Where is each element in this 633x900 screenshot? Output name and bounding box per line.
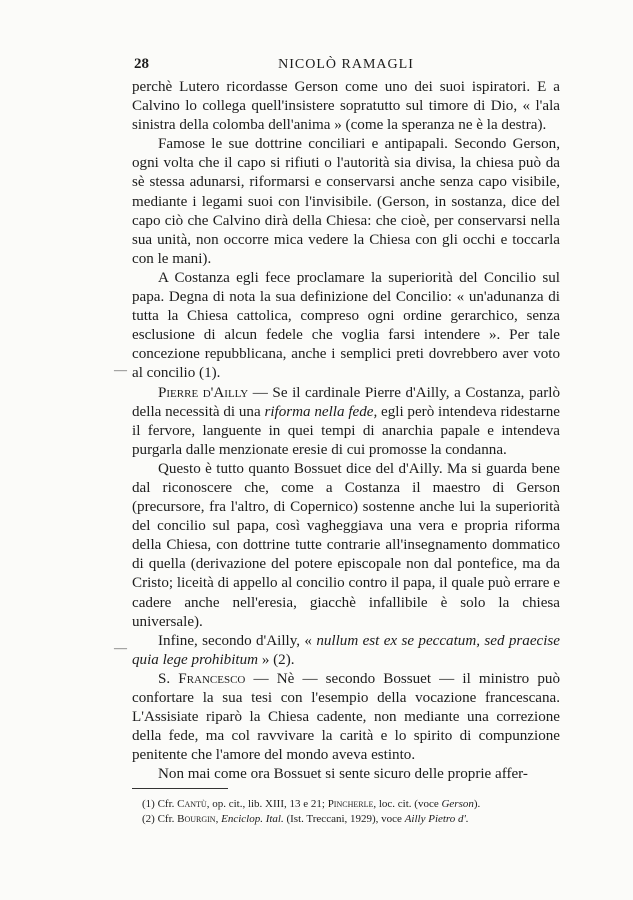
paragraph-7 [132, 670, 560, 765]
footnote-2-c: (Ist. Treccani, 1929), voce [283, 813, 405, 826]
margin-mark: — [114, 640, 127, 655]
section-heading-francesco: S. Francesco [158, 670, 246, 687]
footnote-2-italic-1: Enciclop. Ital. [221, 813, 284, 826]
paragraph-4-text-b: egli però intendeva ridestarne il fervore, languente in quei tempi di anarchia papale e intendeva purgarla dalle menzionate eresie di cui promosse la condanna. [132, 403, 560, 458]
body-text [132, 78, 560, 784]
footnotes [132, 797, 560, 827]
margin-mark: — [114, 362, 127, 377]
footnote-2-italic-2: Ailly Pietro d'. [404, 813, 469, 826]
page-header [132, 52, 560, 78]
footnote-1-b: , op. cit., lib. XIII, 13 e 21; [206, 798, 328, 811]
paragraph-6-text-a: Infine, secondo d'Ailly, « [158, 632, 317, 649]
paragraph-2: Famose le sue dottrine conciliari e antipapali. Secondo Gerson, ogni volta che il capo si rifiuti o l'autorità sia divisa, la chiesa può da sè stessa adunarsi, riformarsi e conservarsi anche senza capo visibile, mediante i legami suoi con l'invisibile. (Gerson, in sostanza, dice del capo ciò che Calvino dirà della Chiesa: che cioè, per conservarsi nella sua unità, non occorre mica vedere la Chiesa con gli occhi e toccarla con le mani). [132, 136, 560, 267]
footnote-1-a: (1) Cfr. [142, 798, 178, 811]
footnote-2-b: , [215, 813, 222, 826]
paragraph-1: perchè Lutero ricordasse Gerson come uno dei suoi ispiratori. E a Calvino lo collega quell'insistere sopratutto sul timore di Dio, « l'ala sinistra della colomba dell'anima » (come la speranza ne è la destra). [132, 79, 560, 134]
page [132, 52, 560, 827]
paragraph-4 [132, 384, 560, 460]
footnote-1-author-1: Cantù [177, 798, 207, 811]
latin-quote: nullum est ex se peccatum, sed praecise quia lege prohibitum [132, 632, 560, 668]
section-heading-ailly: Pierre d'Ailly [158, 384, 249, 401]
paragraph-3: A Costanza egli fece proclamare la superiorità del Concilio sul papa. Degna di nota la sua definizione del Concilio: « un'adunanza di tutta la Chiesa cattolica, compreso ogni ordine gerarchico, senza esclusione di alcun fedele che voglia farsi intendere ». Per tale concezione repubblicana, anche i semplici preti dovrebbero aver voto al concilio (1). [132, 269, 560, 382]
running-title: NICOLÒ RAMAGLI [278, 57, 414, 72]
paragraph-7-text: — Nè — secondo Bossuet — il ministro può confortare la sua tesi con l'esempio della vocazione francescana. L'Assisiate riparò la Chiesa cadente, non mediante una correzione della fede, ma col ravvivare la carità e lo spirito di compunzione penitente che l'amore del mondo aveva estinto. [132, 670, 560, 764]
footnote-1-c: , loc. cit. (voce [373, 798, 442, 811]
page-number: 28 [134, 56, 149, 72]
footnote-1-italic: Gerson [441, 798, 474, 811]
paragraph-6 [132, 632, 560, 670]
footnote-2-author: Bourgin [177, 813, 216, 826]
footnote-1-d: ). [473, 798, 481, 811]
footnote-2 [142, 812, 560, 827]
footnote-rule [132, 788, 228, 789]
paragraph-6-text-b: » (2). [258, 651, 295, 668]
paragraph-8: Non mai come ora Bossuet si sente sicuro delle proprie affer- [158, 766, 528, 783]
footnote-1-author-2: Pincherle [327, 798, 374, 811]
paragraph-4-italic: riforma nella fede, [264, 403, 378, 420]
paragraph-4-text-a: — Se il cardinale Pierre d'Ailly, a Costanza, parlò della necessità di una [132, 384, 561, 420]
footnote-2-a: (2) Cfr. [142, 813, 178, 826]
paragraph-5: Questo è tutto quanto Bossuet dice del d'Ailly. Ma si guarda bene dal riconoscere che, come a Costanza il maestro di Gerson (precursore, fra l'altro, di Copernico) sostenne anche lui la superiorità del concilio sul papa, così vagheggiava una vera e propria riforma della Chiesa, con dottrine tutte contrarie all'insegnamento dommatico di quella (derivazione del potere episcopale non dal pontefice, ma da Cristo; liceità di appello al concilio contro il papa, il quale può errare e cadere anche nell'eresia, giacchè infallibile è solo la chiesa universale). [132, 460, 560, 630]
footnote-1 [142, 797, 560, 812]
